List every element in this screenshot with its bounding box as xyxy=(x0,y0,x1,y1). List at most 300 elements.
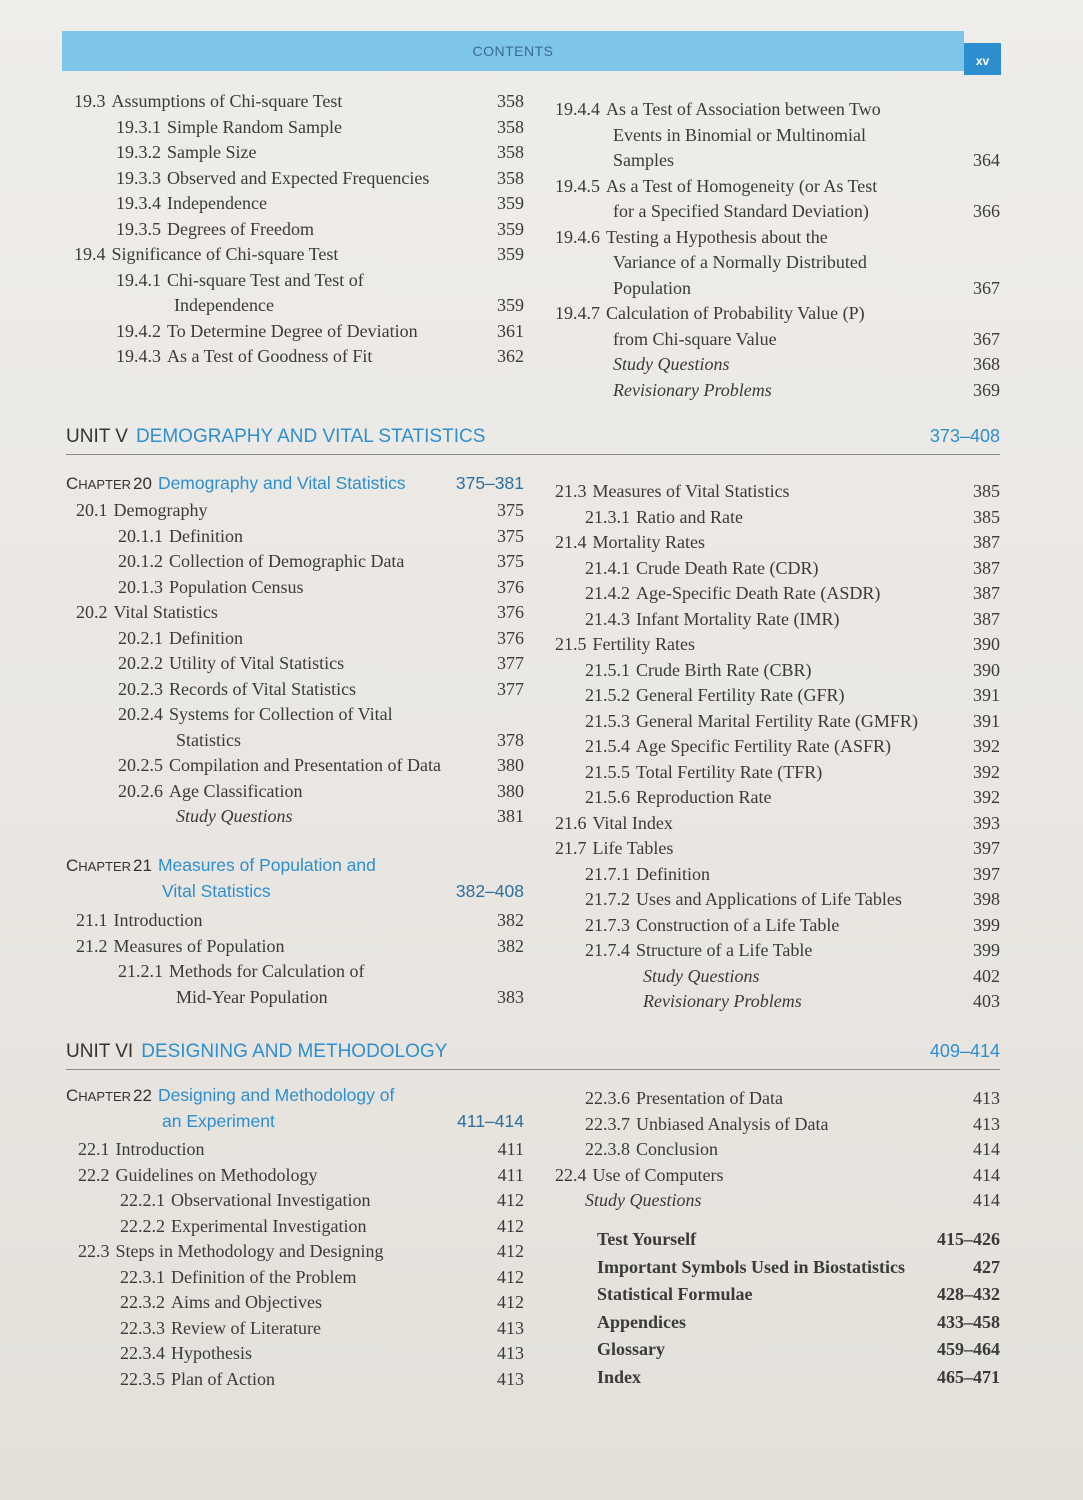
section-title: Chi-square Test and Test of xyxy=(167,269,364,290)
page-number: 358 xyxy=(497,91,524,111)
section-title: To Determine Degree of Deviation xyxy=(167,320,418,341)
toc-entry xyxy=(555,989,1000,1015)
section-title: Measures of Vital Statistics xyxy=(592,481,790,501)
toc-entry xyxy=(555,174,1000,200)
chapter-21-entries xyxy=(66,908,524,1010)
page-number: 380 xyxy=(497,755,524,775)
toc-entry xyxy=(555,1137,1000,1163)
section-title: Glossary xyxy=(597,1339,666,1359)
section-number: 22.4 xyxy=(555,1164,587,1185)
toc-entry xyxy=(555,123,1000,149)
section-number: 20.2.4 xyxy=(118,704,163,724)
section-title: Revisionary Problems xyxy=(643,991,802,1011)
section-title: Ratio and Rate xyxy=(636,506,743,527)
toc-entry xyxy=(555,709,1000,735)
section-title: Definition of the Problem xyxy=(171,1266,357,1287)
chapter-title: Measures of Population and xyxy=(157,855,376,875)
chapter-22-block xyxy=(66,1083,524,1134)
toc-entry xyxy=(555,352,1000,378)
section-title: for a Specified Standard Deviation) xyxy=(613,201,869,221)
page-number: 378 xyxy=(497,729,524,750)
toc-entry xyxy=(555,556,1000,582)
page-number: 397 xyxy=(973,838,1000,858)
page-number: 367 xyxy=(973,328,1000,349)
unit-page-range: 373–408 xyxy=(929,426,1000,446)
section-number: 22.3.8 xyxy=(585,1139,630,1159)
page-number: 465–471 xyxy=(937,1366,1000,1387)
page-number: 376 xyxy=(497,627,524,648)
section-number: 21.7 xyxy=(555,838,587,858)
toc-top-right-column xyxy=(555,97,1000,403)
chapter-heading: CHAPTER 20 Demography and Vital Statistics 375–381 xyxy=(66,471,524,497)
section-number: 22.2.1 xyxy=(120,1190,165,1210)
page-number: 412 xyxy=(497,1215,524,1236)
chapter-22-entries xyxy=(66,1137,524,1392)
back-matter-entry xyxy=(597,1364,1000,1392)
section-title: Age Specific Fertility Rate (ASFR) xyxy=(636,736,891,756)
section-title: Variance of a Normally Distributed xyxy=(613,252,867,272)
section-number: 22.3.5 xyxy=(120,1368,165,1389)
page-number: 359 xyxy=(497,218,524,239)
section-number: 19.4.1 xyxy=(116,269,161,290)
section-title: Degrees of Freedom xyxy=(167,218,314,239)
section-title: Independence xyxy=(174,295,274,315)
section-title: Simple Random Sample xyxy=(167,116,342,137)
page-number: 412 xyxy=(497,1266,524,1287)
section-number: 21.7.3 xyxy=(585,914,630,935)
page-number: 358 xyxy=(497,167,524,188)
section-number: 21.5.1 xyxy=(585,659,630,680)
toc-entry xyxy=(74,115,524,141)
section-number: 21.5 xyxy=(555,634,587,654)
section-number: 20.2 xyxy=(76,602,108,622)
section-title: Study Questions xyxy=(585,1190,702,1210)
section-number: 21.2 xyxy=(76,935,108,956)
chapter-20-entries xyxy=(66,498,524,830)
section-title: Aims and Objectives xyxy=(171,1292,322,1312)
unit-v-heading xyxy=(66,426,1000,455)
section-title: Study Questions xyxy=(613,354,730,374)
section-title: Unbiased Analysis of Data xyxy=(636,1113,829,1134)
section-title: Vital Statistics xyxy=(113,602,218,622)
section-number: 19.4.5 xyxy=(555,175,600,196)
page-number: 411 xyxy=(497,1139,524,1159)
toc-entry xyxy=(555,225,1000,251)
section-title: Presentation of Data xyxy=(636,1088,783,1108)
toc-entry xyxy=(66,677,524,703)
page-number: 358 xyxy=(497,116,524,137)
section-title: Experimental Investigation xyxy=(171,1215,367,1236)
toc-entry xyxy=(555,301,1000,327)
section-number: 20.2.6 xyxy=(118,780,163,801)
toc-entry xyxy=(555,97,1000,123)
section-title: Crude Death Rate (CDR) xyxy=(636,557,819,578)
page-number: 364 xyxy=(973,150,1000,170)
section-title: Statistical Formulae xyxy=(597,1284,753,1304)
chapter-21-block xyxy=(66,853,524,904)
section-title: Crude Birth Rate (CBR) xyxy=(636,659,812,680)
page-number: 459–464 xyxy=(937,1339,1000,1359)
section-title: Structure of a Life Table xyxy=(636,940,813,960)
page-number: 377 xyxy=(497,678,524,699)
toc-entry xyxy=(555,1112,1000,1138)
section-title: Assumptions of Chi-square Test xyxy=(111,91,343,111)
section-number: 22.2 xyxy=(78,1164,110,1185)
page-number: 413 xyxy=(497,1317,524,1338)
page-number: 367 xyxy=(973,277,1000,298)
section-title: Conclusion xyxy=(636,1139,719,1159)
section-number: 22.3.7 xyxy=(585,1113,630,1134)
page-number: 361 xyxy=(497,320,524,341)
page-number: 380 xyxy=(497,780,524,801)
section-number: 22.1 xyxy=(78,1139,110,1159)
page-number: 375 xyxy=(497,500,524,520)
section-title: Compilation and Presentation of Data xyxy=(169,755,441,775)
section-title: Study Questions xyxy=(643,965,760,986)
unit-vi-heading xyxy=(66,1041,1000,1070)
toc-entry xyxy=(66,702,524,728)
toc-entry xyxy=(555,276,1000,302)
back-matter-entry xyxy=(597,1226,1000,1254)
section-number: 21.5.4 xyxy=(585,736,630,756)
page-number: 399 xyxy=(973,940,1000,960)
unit-page-range: 409–414 xyxy=(929,1041,1000,1061)
section-title: Records of Vital Statistics xyxy=(169,678,357,699)
page-number: 385 xyxy=(973,481,1000,501)
page-number: 387 xyxy=(973,532,1000,552)
section-number: 22.3 xyxy=(78,1241,110,1261)
page-number: 402 xyxy=(973,965,1000,986)
section-number: 20.1.2 xyxy=(118,551,163,571)
section-title: Reproduction Rate xyxy=(636,787,772,807)
toc-entry xyxy=(555,530,1000,556)
section-number: 20.1.3 xyxy=(118,576,163,597)
chapter-20-block xyxy=(66,471,524,497)
section-number: 19.3 xyxy=(74,91,106,111)
toc-entry xyxy=(66,1214,524,1240)
section-title: As a Test of Goodness of Fit xyxy=(167,346,373,366)
page-number: 413 xyxy=(497,1343,524,1363)
toc-entry xyxy=(555,734,1000,760)
section-number: 20.2.2 xyxy=(118,653,163,673)
chapter-title: Designing and Methodology of xyxy=(157,1085,395,1105)
section-number: 22.2.2 xyxy=(120,1215,165,1236)
section-title: Demography xyxy=(113,500,208,520)
page-number: 412 xyxy=(497,1292,524,1312)
page-number: 359 xyxy=(497,295,524,315)
section-number: 19.4.4 xyxy=(555,99,600,119)
page-number: 399 xyxy=(973,914,1000,935)
toc-entry xyxy=(555,964,1000,990)
toc-entry xyxy=(66,1316,524,1342)
back-matter-entry xyxy=(597,1254,1000,1282)
section-title: Utility of Vital Statistics xyxy=(169,653,345,673)
section-number: 19.3.3 xyxy=(116,167,161,188)
unit-vi-right-column xyxy=(555,1086,1000,1214)
page-number: 413 xyxy=(497,1368,524,1389)
toc-entry xyxy=(66,804,524,830)
toc-entry xyxy=(555,1086,1000,1112)
toc-entry xyxy=(555,760,1000,786)
page-number: 375 xyxy=(497,551,524,571)
section-title: Age-Specific Death Rate (ASDR) xyxy=(636,583,881,603)
section-title: Collection of Demographic Data xyxy=(169,551,405,571)
section-title: Measures of Population xyxy=(113,935,285,956)
page-number: 359 xyxy=(497,244,524,264)
section-title: Steps in Methodology and Designing xyxy=(115,1241,384,1261)
section-number: 19.3.5 xyxy=(116,218,161,239)
page-number: 375 xyxy=(497,525,524,546)
section-title: Mid-Year Population xyxy=(176,986,328,1007)
section-number: 21.4 xyxy=(555,532,587,552)
section-title: Systems for Collection of Vital xyxy=(169,704,393,724)
chapter-page-range: 382–408 xyxy=(455,881,524,901)
page-number: 413 xyxy=(973,1088,1000,1108)
page-number: 376 xyxy=(497,602,524,622)
toc-entry xyxy=(555,250,1000,276)
page-number: 358 xyxy=(497,142,524,162)
section-title: Sample Size xyxy=(167,142,257,162)
page-number: 392 xyxy=(973,761,1000,782)
page-number-tab: xv xyxy=(964,43,1001,75)
toc-entry xyxy=(66,1341,524,1367)
section-number: 20.1.1 xyxy=(118,525,163,546)
toc-entry xyxy=(555,836,1000,862)
section-title: Use of Computers xyxy=(592,1164,724,1185)
section-number: 22.3.4 xyxy=(120,1343,165,1363)
page-number: 385 xyxy=(973,506,1000,527)
section-number: 19.4.2 xyxy=(116,320,161,341)
page-number: 383 xyxy=(497,986,524,1007)
section-number: 19.3.4 xyxy=(116,193,161,213)
toc-entry xyxy=(555,913,1000,939)
toc-entry xyxy=(555,148,1000,174)
page-number: 362 xyxy=(497,346,524,366)
unit-v-right-column xyxy=(555,479,1000,1015)
toc-entry xyxy=(555,607,1000,633)
toc-entry xyxy=(66,959,524,985)
section-title: As a Test of Homogeneity (or As Test xyxy=(606,175,878,196)
section-number: 21.2.1 xyxy=(118,961,163,981)
page-number: 391 xyxy=(973,685,1000,705)
section-title: Calculation of Probability Value (P) xyxy=(606,303,865,323)
section-title: General Fertility Rate (GFR) xyxy=(636,685,845,705)
section-number: 21.7.2 xyxy=(585,889,630,909)
section-number: 21.1 xyxy=(76,910,108,930)
section-title: Hypothesis xyxy=(171,1343,252,1363)
toc-entry xyxy=(66,985,524,1011)
section-title: Samples xyxy=(613,150,674,170)
page-number: 387 xyxy=(973,608,1000,629)
toc-entry xyxy=(555,862,1000,888)
section-number: 19.4.6 xyxy=(555,226,600,247)
section-number: 21.5.2 xyxy=(585,685,630,705)
section-title: Total Fertility Rate (TFR) xyxy=(636,761,823,782)
page-number: 368 xyxy=(973,354,1000,374)
page-number: 377 xyxy=(497,653,524,673)
section-title: Important Symbols Used in Biostatistics xyxy=(597,1256,906,1277)
section-number: 19.4 xyxy=(74,244,106,264)
toc-entry xyxy=(555,632,1000,658)
section-title: Introduction xyxy=(115,1139,205,1159)
toc-entry xyxy=(74,319,524,345)
toc-entry xyxy=(66,1239,524,1265)
toc-entry xyxy=(74,166,524,192)
toc-entry xyxy=(66,908,524,934)
section-number: 21.5.6 xyxy=(585,787,630,807)
toc-entry xyxy=(66,498,524,524)
toc-entry xyxy=(66,1137,524,1163)
toc-entry xyxy=(66,600,524,626)
toc-entry xyxy=(555,327,1000,353)
toc-entry xyxy=(66,575,524,601)
back-matter-entry xyxy=(597,1336,1000,1364)
section-title: Infant Mortality Rate (IMR) xyxy=(636,608,840,629)
unit-name: DEMOGRAPHY AND VITAL STATISTICS xyxy=(135,426,486,447)
section-title: Fertility Rates xyxy=(592,634,695,654)
section-title: Statistics xyxy=(176,729,242,750)
toc-entry xyxy=(555,887,1000,913)
toc-entry xyxy=(555,479,1000,505)
section-number: 20.1 xyxy=(76,500,108,520)
section-number: 21.4.3 xyxy=(585,608,630,629)
section-number: 21.3.1 xyxy=(585,506,630,527)
toc-entry xyxy=(66,549,524,575)
section-number: 21.6 xyxy=(555,812,587,833)
page-number: 382 xyxy=(497,935,524,956)
toc-entry xyxy=(66,728,524,754)
toc-entry xyxy=(66,779,524,805)
section-title: Significance of Chi-square Test xyxy=(111,244,339,264)
toc-entry xyxy=(555,1163,1000,1189)
page-number: 415–426 xyxy=(937,1229,1000,1249)
toc-entry xyxy=(555,811,1000,837)
section-title: As a Test of Association between Two xyxy=(606,99,881,119)
page-number: 397 xyxy=(973,863,1000,884)
toc-entry xyxy=(555,378,1000,404)
section-number: 22.3.2 xyxy=(120,1292,165,1312)
toc-entry xyxy=(74,140,524,166)
section-title: Mortality Rates xyxy=(592,532,705,552)
section-title: General Marital Fertility Rate (GMFR) xyxy=(636,710,918,731)
toc-entry xyxy=(555,785,1000,811)
toc-entry xyxy=(66,1163,524,1189)
header-title: CONTENTS xyxy=(472,43,554,59)
page-number: 428–432 xyxy=(937,1284,1000,1304)
toc-entry xyxy=(555,505,1000,531)
section-title: Observed and Expected Frequencies xyxy=(167,167,430,188)
toc-entry xyxy=(66,1188,524,1214)
section-title: Definition xyxy=(169,627,243,648)
chapter-title-line2: an Experiment xyxy=(162,1111,275,1131)
section-number: 21.7.1 xyxy=(585,863,630,884)
section-title: Testing a Hypothesis about the xyxy=(606,226,828,247)
section-number: 21.4.2 xyxy=(585,583,630,603)
page-number: 427 xyxy=(973,1256,1000,1277)
section-title: Definition xyxy=(636,863,710,884)
section-number: 21.3 xyxy=(555,481,587,501)
section-title: Study Questions xyxy=(176,806,293,826)
page-number: 398 xyxy=(973,889,1000,909)
section-number: 21.5.5 xyxy=(585,761,630,782)
page-number: 382 xyxy=(497,910,524,930)
page-number: 369 xyxy=(973,379,1000,400)
section-number: 22.3.3 xyxy=(120,1317,165,1338)
unit-name: DESIGNING AND METHODOLOGY xyxy=(141,1041,448,1062)
chapter-heading: CHAPTER 21 Measures of Population and xyxy=(66,855,376,875)
unit-label: UNIT VI xyxy=(66,1041,134,1062)
page-number: 387 xyxy=(973,557,1000,578)
section-title: Construction of a Life Table xyxy=(636,914,840,935)
toc-entry xyxy=(555,658,1000,684)
section-title: Population Census xyxy=(169,576,304,597)
unit-label: UNIT V xyxy=(66,426,128,447)
page-number: 381 xyxy=(497,806,524,826)
chapter-heading: CHAPTER 22 Designing and Methodology of xyxy=(66,1085,395,1105)
section-title: Test Yourself xyxy=(597,1229,697,1249)
section-title: Independence xyxy=(167,193,267,213)
toc-entry xyxy=(66,626,524,652)
page-number: 392 xyxy=(973,736,1000,756)
section-number: 21.5.3 xyxy=(585,710,630,731)
section-number: 21.4.1 xyxy=(585,557,630,578)
toc-entry xyxy=(66,1265,524,1291)
section-number: 22.3.1 xyxy=(120,1266,165,1287)
toc-entry xyxy=(555,938,1000,964)
page-number: 414 xyxy=(973,1139,1000,1159)
section-number: 19.3.2 xyxy=(116,142,161,162)
section-title: Vital Index xyxy=(592,812,673,833)
chapter-title: Demography and Vital Statistics xyxy=(157,473,406,493)
toc-entry xyxy=(74,191,524,217)
chapter-page-range: 375–381 xyxy=(455,473,524,493)
section-title: Observational Investigation xyxy=(171,1190,371,1210)
toc-entry xyxy=(74,268,524,294)
back-matter-entry xyxy=(597,1309,1000,1337)
back-matter-entry xyxy=(597,1281,1000,1309)
section-title: Plan of Action xyxy=(171,1368,275,1389)
section-number: 22.3.6 xyxy=(585,1088,630,1108)
section-title: Appendices xyxy=(597,1311,687,1332)
page-number: 390 xyxy=(973,659,1000,680)
toc-entry xyxy=(555,199,1000,225)
chapter-page-range: 411–414 xyxy=(457,1111,524,1131)
section-title: Events in Binomial or Multinomial xyxy=(613,124,866,145)
page-number: 376 xyxy=(497,576,524,597)
section-title: Life Tables xyxy=(592,838,674,858)
page-number: 414 xyxy=(973,1164,1000,1185)
toc-entry xyxy=(74,293,524,319)
page-number: 433–458 xyxy=(937,1311,1000,1332)
section-number: 21.7.4 xyxy=(585,940,630,960)
toc-entry xyxy=(66,1367,524,1393)
page-number: 411 xyxy=(497,1164,524,1185)
section-title: Uses and Applications of Life Tables xyxy=(636,889,902,909)
toc-entry xyxy=(74,217,524,243)
section-title: Review of Literature xyxy=(171,1317,321,1338)
toc-entry xyxy=(66,753,524,779)
section-title: Guidelines on Methodology xyxy=(115,1164,318,1185)
toc-entry xyxy=(66,934,524,960)
toc-entry xyxy=(66,524,524,550)
chapter-title-line2: Vital Statistics xyxy=(162,881,271,901)
toc-entry xyxy=(66,1290,524,1316)
section-number: 19.3.1 xyxy=(116,116,161,137)
page-number: 414 xyxy=(973,1190,1000,1210)
page-number: 359 xyxy=(497,193,524,213)
page-number: 387 xyxy=(973,583,1000,603)
section-number: 20.2.5 xyxy=(118,755,163,775)
